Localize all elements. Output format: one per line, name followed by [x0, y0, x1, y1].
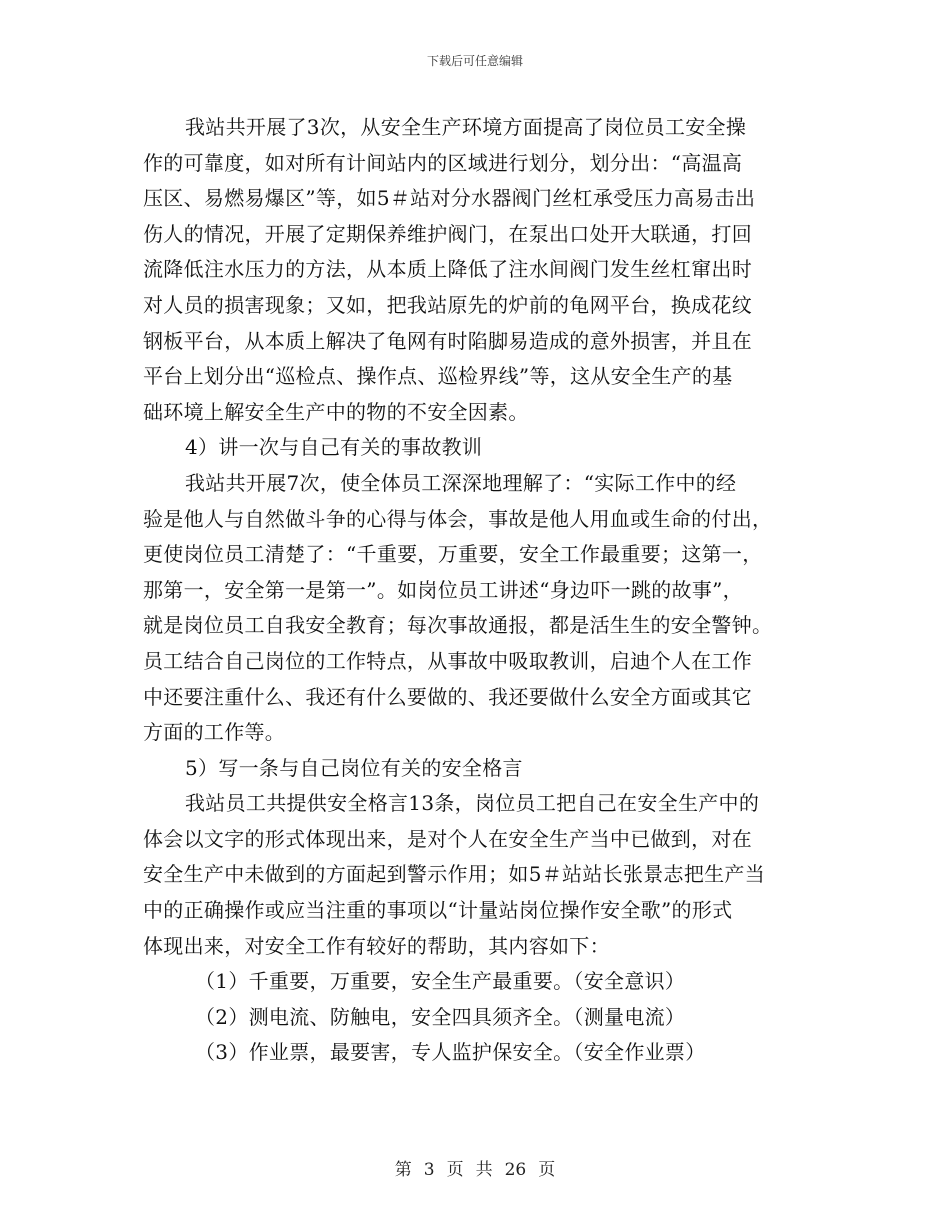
paragraph-line: 伤人的情况，开展了定期保养维护阀门，在泵出口处开大联通，打回	[143, 221, 752, 246]
list-item: （1）千重要，万重要，安全生产最重要。（安全意识）	[195, 969, 686, 994]
page-header: 下载后可任意编辑	[426, 54, 523, 68]
paragraph-line: 流降低注水压力的方法，从本质上降低了注水间阀门发生丝杠窜出时	[143, 257, 752, 282]
paragraph-line: 那第一，安全第一是第一”。如岗位员工讲述“身边吓一跳的故事”，	[143, 577, 743, 602]
paragraph-line: 验是他人与自然做斗争的心得与体会，事故是他人用血或生命的付出，	[143, 506, 773, 531]
paragraph-line: 体现出来，对安全工作有较好的帮助，其内容如下：	[143, 933, 610, 958]
paragraph-line: 平台上划分出“巡检点、操作点、巡检界线”等，这从安全生产的基	[143, 364, 733, 389]
paragraph-line: 我站员工共提供安全格言13条，岗位员工把自己在安全生产中的	[185, 791, 760, 816]
page-footer	[0, 1155, 950, 1180]
paragraph-line: 作的可靠度，如对所有计间站内的区域进行划分，划分出：“高温高	[143, 150, 743, 175]
paragraph-line: 安全生产中未做到的方面起到警示作用；如5＃站站长张景志把生产当	[143, 862, 766, 887]
paragraph-line: 中还要注重什么、我还有什么要做的、我还要做什么安全方面或其它	[143, 684, 752, 709]
paragraph-line: 础环境上解安全生产中的物的不安全因素。	[143, 399, 529, 424]
paragraph-line: 更使岗位员工清楚了：“千重要，万重要，安全工作最重要；这第一，	[143, 542, 763, 567]
total-pages-number: 26	[504, 1160, 527, 1180]
paragraph-line: 中的正确操作或应当注重的事项以“计量站岗位操作安全歌”的形式	[143, 898, 733, 923]
paragraph-line: 对人员的损害现象；又如，把我站原先的炉前的龟网平台，换成花纹	[143, 292, 752, 317]
paragraph-line: 压区、易燃易爆区”等，如5＃站对分水器阀门丝杠承受压力高易击出	[143, 186, 756, 211]
section-heading: 4）讲一次与自己有关的事故教训	[185, 435, 483, 460]
paragraph-line: 我站共开展了3次，从安全生产环境方面提高了岗位员工安全操	[185, 115, 747, 139]
list-item: （2）测电流、防触电，安全四具须齐全。（测量电流）	[195, 1004, 686, 1029]
footer-label: 共	[475, 1160, 493, 1180]
paragraph-line: 体会以文字的形式体现出来，是对个人在安全生产当中已做到，对在	[143, 826, 752, 851]
paragraph-line: 钢板平台，从本质上解决了龟网有时陷脚易造成的意外损害，并且在	[143, 328, 752, 353]
document-body	[143, 110, 808, 1071]
footer-label: 页	[538, 1160, 556, 1180]
footer-label: 页	[446, 1160, 464, 1180]
paragraph-line: 我站共开展7次，使全体员工深深地理解了：“实际工作中的经	[185, 470, 737, 495]
current-page-number: 3	[423, 1160, 435, 1180]
footer-label: 第	[394, 1160, 412, 1180]
section-heading: 5）写一条与自己岗位有关的安全格言	[185, 755, 523, 780]
paragraph-line: 方面的工作等。	[143, 720, 286, 745]
list-item: （3）作业票，最要害，专人监护保安全。（安全作业票）	[195, 1040, 706, 1065]
paragraph-line: 员工结合自己岗位的工作特点，从事故中吸取教训，启迪个人在工作	[143, 648, 752, 673]
paragraph-line: 就是岗位员工自我安全教育；每次事故通报，都是活生生的安全警钟。	[143, 613, 773, 638]
